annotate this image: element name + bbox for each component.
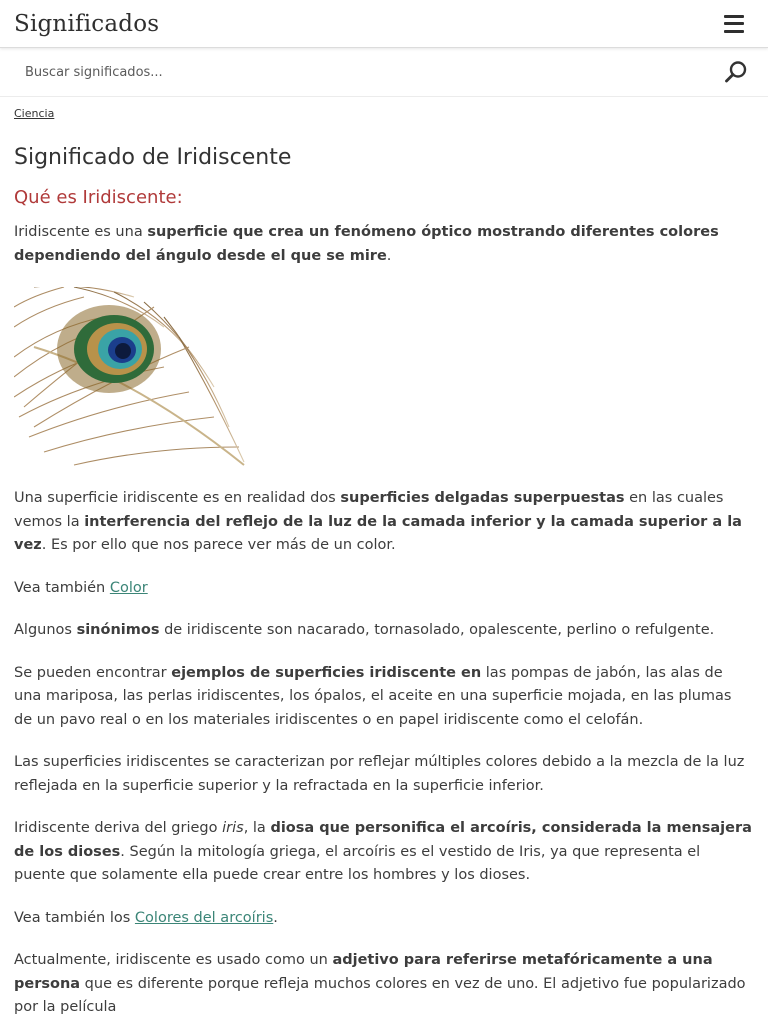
paragraph-synonyms: Algunos sinónimos de iridiscente son nacarado, tornasolado, opalescente, perlino o refulgente. [14, 622, 715, 638]
see-also-color: Vea también Color [14, 579, 148, 596]
paragraph-definition: Iridiscente es una superficie que crea un fenómeno óptico mostrando diferentes colores dependiendo del ángulo desde el que se mire. [14, 224, 719, 264]
link-rainbow-colors[interactable]: Colores del arcoíris [134, 909, 274, 926]
article [0, 97, 768, 1020]
breadcrumb[interactable]: Ciencia [14, 107, 55, 120]
section-heading: Qué es Iridiscente: [14, 187, 183, 208]
see-also-rainbow-colors: Vea también los Colores del arcoíris. [14, 909, 278, 926]
peacock-feather-image [14, 287, 250, 468]
link-color[interactable]: Color [109, 579, 148, 596]
search-bar [0, 48, 768, 97]
search-icon[interactable] [724, 60, 748, 84]
site-logo[interactable]: Significados [14, 10, 160, 37]
search-input[interactable] [14, 54, 724, 90]
paragraph-etymology: Iridiscente deriva del griego iris, la diosa que personifica el arcoíris, considerada la mensajera de los dioses. Según la mitología griega, el arcoíris es el vestido de Iris, ya que representa el puente que solamente ella puede crear entre los hombres y los dioses. [14, 820, 752, 883]
hamburger-menu-icon[interactable] [724, 15, 744, 33]
page-title: Significado de Iridiscente [14, 145, 292, 170]
paragraph-characteristics: Las superficies iridiscentes se caracterizan por reflejar múltiples colores debido a la mezcla de la luz reflejada en la superficie superior y la refractada en la superficie inferior. [14, 754, 745, 794]
paragraph-examples: Se pueden encontrar ejemplos de superficies iridiscente en las pompas de jabón, las alas de una mariposa, las perlas iridiscentes, los ópalos, el aceite en una superficie mojada, en las plumas de un pavo real o en los materiales iridiscentes o en papel iridiscente como el celofán. [14, 664, 732, 728]
paragraph-explanation: Una superficie iridiscente es en realidad dos superficies delgadas superpuestas en las cuales vemos la interferencia del reflejo de la luz de la camada inferior y la camada superior a la vez. Es por ello que nos parece ver más de un color. [14, 490, 742, 553]
site-header [0, 0, 768, 48]
paragraph-adjective: Actualmente, iridiscente es usado como un adjetivo para referirse metafóricamente a una persona que es diferente porque refleja muchos colores en vez de uno. El adjetivo fue popularizado por la película [14, 952, 746, 1015]
